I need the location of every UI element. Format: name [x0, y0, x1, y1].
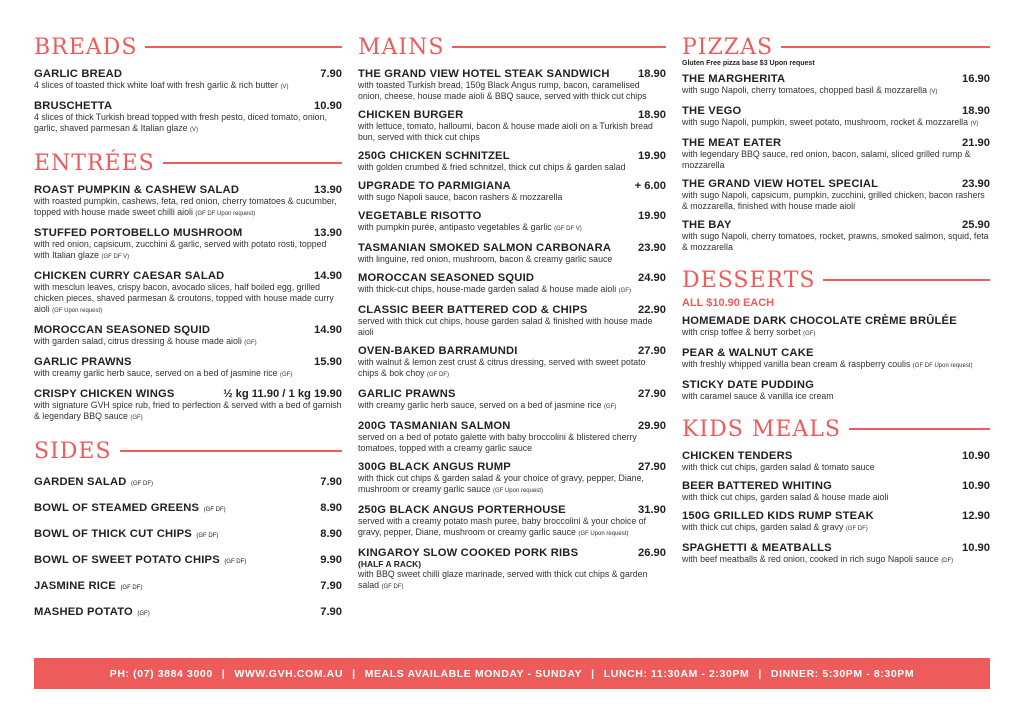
- menu-item-name: TASMANIAN SMOKED SALMON CARBONARA: [358, 242, 612, 254]
- menu-item: [358, 210, 666, 235]
- menu-item-name: UPGRADE TO PARMIGIANA: [358, 180, 511, 192]
- section-header-sides: [34, 438, 342, 464]
- menu-item-name: THE MEAT EATER: [682, 137, 782, 149]
- menu-item-name: THE VEGO: [682, 105, 742, 117]
- dietary-tag: (GF): [803, 331, 816, 337]
- footer-separator: |: [221, 667, 226, 680]
- menu-item-description-text: with freshly whipped vanilla bean cream & raspberry coulis: [682, 359, 911, 369]
- menu-item-header: [682, 480, 990, 492]
- menu-item-name: GARLIC PRAWNS: [358, 388, 456, 400]
- menu-item-price: 23.90: [962, 178, 990, 190]
- kids-list: [682, 450, 990, 567]
- menu-item: [358, 420, 666, 454]
- menu-item-header: [358, 461, 666, 473]
- menu-item-price: 22.90: [638, 304, 666, 316]
- dietary-tag: (DF): [941, 558, 954, 564]
- menu-item-price: 25.90: [962, 219, 990, 231]
- menu-item: [682, 480, 990, 503]
- menu-item-header: [682, 315, 990, 327]
- menu-item-name: CHICKEN BURGER: [358, 109, 464, 121]
- menu-item: [34, 227, 342, 263]
- side-item-label: [34, 602, 150, 620]
- menu-item-description-text: with walnut & lemon zest crust & citrus dressing, served with sweet potato chips & bok choy: [358, 357, 646, 378]
- dietary-tag: (GF DF Upon request): [912, 363, 973, 369]
- side-item-label: [34, 498, 226, 516]
- menu-item-description: [682, 85, 990, 98]
- menu-item: [34, 388, 342, 424]
- pizza-note: Gluten Free pizza base $3 Upon request: [682, 60, 815, 67]
- menu-item: [682, 105, 990, 130]
- pizzas-list: [682, 73, 990, 253]
- menu-item-name: MOROCCAN SEASONED SQUID: [34, 324, 211, 336]
- menu-item-header: [34, 270, 342, 282]
- menu-item: [358, 68, 666, 102]
- menu-item: [358, 345, 666, 381]
- menu-item-header: [682, 379, 990, 391]
- menu-item: [682, 450, 990, 473]
- menu-item-description-text: with lettuce, tomato, halloumi, bacon & house made aioli on a Turkish bread bun, served with thick cut chips: [358, 121, 653, 142]
- menu-item-header: [358, 420, 666, 432]
- menu-item-header: [358, 388, 666, 400]
- menu-item-header: [34, 388, 342, 400]
- menu-item-header: [358, 504, 666, 516]
- menu-item-description-text: served with thick cut chips, house garden salad & finished with house made aioli: [358, 316, 653, 337]
- footer-website: WWW.GVH.COM.AU: [234, 667, 344, 680]
- menu-item-description: [34, 282, 342, 317]
- breads-list: [34, 68, 342, 136]
- menu-item-price: ½ kg 11.90 / 1 kg 19.90: [223, 388, 342, 400]
- desserts-subtitle: ALL $10.90 EACH: [682, 297, 775, 309]
- menu-item-description: [358, 80, 666, 102]
- menu-item: [34, 184, 342, 220]
- section-divider: [120, 450, 342, 452]
- dietary-tag: (V): [190, 127, 198, 133]
- dietary-tag: (GF): [618, 288, 631, 294]
- menu-item-header: [358, 109, 666, 121]
- menu-column-right: [682, 34, 990, 574]
- side-item-label: [34, 472, 153, 490]
- menu-item-price: 21.90: [962, 137, 990, 149]
- dietary-tag: (GF DF): [203, 507, 226, 513]
- side-item-price: 7.90: [320, 476, 342, 488]
- menu-item-header: [682, 510, 990, 522]
- section-title: SIDES: [34, 438, 112, 464]
- menu-item-price: 10.90: [962, 480, 990, 492]
- menu-item: [358, 547, 666, 593]
- side-item-price: 7.90: [320, 606, 342, 618]
- section-title: ENTRÉES: [34, 150, 155, 176]
- menu-item-description: [682, 554, 990, 567]
- menu-item-name: OVEN-BAKED BARRAMUNDI: [358, 345, 518, 357]
- menu-item-price: 29.90: [638, 420, 666, 432]
- menu-item-description: [34, 368, 342, 381]
- menu-item-description: [358, 516, 666, 540]
- sides-list: [34, 472, 342, 620]
- dietary-tag: (GF DF): [381, 584, 404, 590]
- dietary-tag: (GF Upon request): [578, 531, 629, 537]
- menu-item-header: [34, 100, 342, 112]
- menu-item-description-text: with linguine, red onion, mushroom, bacon & creamy garlic sauce: [358, 254, 613, 264]
- menu-item-description-text: served with a creamy potato mash puree, baby broccolini & your choice of gravy, pepper, Diane, mushroom or creamy garlic sauce: [358, 516, 646, 537]
- menu-item: [358, 272, 666, 297]
- dietary-tag: (GF DF): [845, 526, 868, 532]
- menu-column-middle: [358, 34, 666, 600]
- menu-item-description: [682, 327, 990, 340]
- menu-item-description: [682, 462, 990, 473]
- section-title: KIDS MEALS: [682, 416, 841, 442]
- menu-item-description: [358, 357, 666, 381]
- menu-item-price: 10.90: [962, 450, 990, 462]
- menu-item-description-text: 4 slices of thick Turkish bread topped with fresh pesto, diced tomato, onion, garlic, shaved parmesan & Italian glaze: [34, 112, 327, 133]
- menu-item: [358, 304, 666, 338]
- desserts-list: [682, 315, 990, 402]
- footer-lunch-hours: LUNCH: 11:30AM - 2:30PM: [603, 667, 750, 680]
- menu-item-description: [34, 400, 342, 424]
- menu-item-description-text: with BBQ sweet chilli glaze marinade, served with thick cut chips & garden salad: [358, 569, 648, 590]
- dietary-tag: (GF DF V): [554, 226, 582, 232]
- section-divider: [452, 46, 666, 48]
- menu-item-description: [682, 231, 990, 253]
- menu-item-description-text: with thick cut chips, garden salad & gravy: [682, 522, 844, 532]
- menu-item-description: [358, 316, 666, 338]
- side-item-price: 8.90: [320, 528, 342, 540]
- menu-item-price: 24.90: [638, 272, 666, 284]
- menu-item-description: [682, 117, 990, 130]
- menu-item-name: SPAGHETTI & MEATBALLS: [682, 542, 832, 554]
- menu-item-name: ROAST PUMPKIN & CASHEW SALAD: [34, 184, 240, 196]
- menu-item-price: 7.90: [320, 68, 342, 80]
- section-divider: [781, 46, 990, 48]
- menu-item-name: 150G GRILLED KIDS RUMP STEAK: [682, 510, 874, 522]
- menu-item-header: [682, 178, 990, 190]
- menu-item-name: CLASSIC BEER BATTERED COD & CHIPS: [358, 304, 588, 316]
- section-header-kids: [682, 416, 990, 442]
- footer-separator: |: [352, 667, 356, 680]
- menu-item-header: [358, 345, 666, 357]
- menu-item-description-text: with sugo Napoli sauce, bacon rashers & mozzarella: [358, 192, 563, 202]
- side-item-name: BOWL OF SWEET POTATO CHIPS: [34, 554, 220, 566]
- menu-item-price: 13.90: [314, 227, 342, 239]
- menu-item-description-text: with creamy garlic herb sauce, served on a bed of jasmine rice: [34, 368, 278, 378]
- menu-item-name: THE MARGHERITA: [682, 73, 786, 85]
- menu-item-name: BRUSCHETTA: [34, 100, 113, 112]
- menu-item: [34, 324, 342, 349]
- entrees-list: [34, 184, 342, 424]
- section-title: MAINS: [358, 34, 445, 60]
- side-item-name: MASHED POTATO: [34, 606, 133, 618]
- dietary-tag: (GF DF): [120, 585, 143, 591]
- menu-item-description: [358, 121, 666, 143]
- menu-item-price: 19.90: [638, 150, 666, 162]
- section-divider: [163, 162, 342, 164]
- side-item-price: 8.90: [320, 502, 342, 514]
- menu-item-name: GARLIC PRAWNS: [34, 356, 132, 368]
- menu-item-name: CHICKEN TENDERS: [682, 450, 793, 462]
- menu-item-description-text: with pumpkin purée, antipasto vegetables & garlic: [358, 222, 552, 232]
- side-item: [34, 498, 342, 516]
- menu-item-description: [682, 149, 990, 171]
- menu-item-description: [34, 196, 342, 220]
- footer-separator: |: [758, 667, 762, 680]
- menu-item-header: [358, 547, 666, 559]
- menu-item-subtitle: (HALF A RACK): [358, 559, 422, 569]
- menu-item-name: THE GRAND VIEW HOTEL STEAK SANDWICH: [358, 68, 610, 80]
- dietary-tag: (GF Upon request): [52, 308, 103, 314]
- menu-item-price: 14.90: [314, 324, 342, 336]
- menu-item-price: 27.90: [638, 461, 666, 473]
- menu-item-description-text: with toasted Turkish bread, 150g Black Angus rump, bacon, caramelised onion, cheese, house made aioli & BBQ sauce, served with thick cut chips: [358, 80, 647, 101]
- menu-item-price: 26.90: [638, 547, 666, 559]
- menu-item-description-text: with thick cut chips, garden salad & house made aioli: [682, 492, 889, 502]
- menu-item: [682, 379, 990, 402]
- menu-item-description: [34, 80, 342, 93]
- dietary-tag: (GF Upon request): [492, 488, 543, 494]
- dietary-tag: (V): [929, 89, 938, 95]
- menu-item-description-text: with beef meatballs & red onion, cooked in rich sugo Napoli sauce: [682, 554, 939, 564]
- menu-item: [34, 356, 342, 381]
- menu-item-description-text: served on a bed of potato galette with baby broccolini & blistered cherry tomatoes, topped with a creamy garlic sauce: [358, 432, 637, 453]
- side-item-price: 9.90: [320, 554, 342, 566]
- menu-item-price: 27.90: [638, 388, 666, 400]
- footer-meal-days: MEALS AVAILABLE MONDAY - SUNDAY: [364, 667, 583, 680]
- section-header-pizzas: [682, 34, 990, 60]
- menu-item-description: [358, 254, 666, 265]
- side-item: [34, 472, 342, 490]
- side-item-label: [34, 524, 218, 542]
- menu-item-description-text: with red onion, capsicum, zucchini & garlic, served with potato rosti, topped with Italian glaze: [34, 239, 327, 260]
- menu-item: [34, 270, 342, 317]
- section-divider: [145, 46, 342, 48]
- dietary-tag: (GF): [244, 340, 257, 346]
- side-item-name: GARDEN SALAD: [34, 476, 127, 488]
- section-title: PIZZAS: [682, 34, 774, 60]
- dietary-tag: (GF): [130, 415, 143, 421]
- menu-item-price: 31.90: [638, 504, 666, 516]
- section-header-breads: [34, 34, 342, 60]
- dietary-tag: (GF DF V): [101, 254, 130, 260]
- menu-item: [358, 388, 666, 413]
- menu-item-name: GARLIC BREAD: [34, 68, 123, 80]
- menu-item-header: [34, 356, 342, 368]
- menu-item-header: [358, 68, 666, 80]
- menu-item: [682, 137, 990, 171]
- menu-item-name: THE BAY: [682, 219, 732, 231]
- menu-item-name: 200G TASMANIAN SALMON: [358, 420, 511, 432]
- menu-item: [34, 100, 342, 136]
- menu-item-price: 15.90: [314, 356, 342, 368]
- menu-item-name: VEGETABLE RISOTTO: [358, 210, 482, 222]
- section-header-mains: [358, 34, 666, 60]
- side-item: [34, 602, 342, 620]
- menu-item-description: [358, 473, 666, 497]
- dietary-tag: (GF): [603, 404, 617, 410]
- dietary-tag: (GF DF): [130, 481, 153, 487]
- side-item-label: [34, 550, 246, 568]
- menu-item-header: [358, 150, 666, 162]
- menu-item-header: [682, 73, 990, 85]
- menu-item-name: STUFFED PORTOBELLO MUSHROOM: [34, 227, 243, 239]
- footer-phone: PH: (07) 3884 3000: [109, 667, 213, 680]
- menu-item: [682, 178, 990, 212]
- menu-item-header: [682, 347, 990, 359]
- menu-item-price: 27.90: [638, 345, 666, 357]
- menu-item-name: STICKY DATE PUDDING: [682, 379, 815, 391]
- menu-item-name: CRISPY CHICKEN WINGS: [34, 388, 175, 400]
- side-item-name: BOWL OF STEAMED GREENS: [34, 502, 200, 514]
- mains-list: [358, 68, 666, 593]
- side-item: [34, 576, 342, 594]
- menu-item-header: [34, 324, 342, 336]
- menu-item-price: 10.90: [314, 100, 342, 112]
- menu-item-description-text: with golden crumbed & fried schnitzel, thick cut chips & garden salad: [358, 162, 626, 172]
- menu-item-name: 300G BLACK ANGUS RUMP: [358, 461, 511, 473]
- menu-item-description: [358, 192, 666, 203]
- menu-item-description-text: with caramel sauce & vanilla ice cream: [682, 391, 834, 401]
- menu-item-price: 23.90: [638, 242, 666, 254]
- menu-item-description-text: 4 slices of toasted thick white loaf with fresh garlic & rich butter: [34, 80, 278, 90]
- footer-dinner-hours: DINNER: 5:30PM - 8:30PM: [770, 667, 915, 680]
- menu-item-description-text: with sugo Napoli, capsicum, pumpkin, zucchini, grilled chicken, bacon rashers & mozzarella, finished with house made aioli: [682, 190, 985, 211]
- menu-item-description-text: with thick-cut chips, house-made garden salad & house made aioli: [358, 284, 617, 294]
- dietary-tag: (V): [970, 121, 979, 127]
- menu-item-header: [358, 180, 666, 192]
- menu-item-description: [34, 239, 342, 263]
- side-item-price: 7.90: [320, 580, 342, 592]
- menu-item-header: [358, 210, 666, 222]
- menu-item: [34, 68, 342, 93]
- menu-item-description: [682, 391, 990, 402]
- dietary-tag: (GF DF): [196, 533, 219, 539]
- side-item: [34, 550, 342, 568]
- menu-item: [358, 504, 666, 540]
- footer-separator: |: [591, 667, 595, 680]
- menu-item-description-text: with thick cut chips, garden salad & tomato sauce: [682, 462, 875, 472]
- menu-item-description-text: with garden salad, citrus dressing & house made aioli: [34, 336, 242, 346]
- menu-item-description: [358, 162, 666, 173]
- menu-item-description: [682, 359, 990, 372]
- menu-item: [682, 510, 990, 535]
- menu-item-description-text: with roasted pumpkin, cashews, feta, red onion, cherry tomatoes & cucumber, topped with house made sweet chilli aioli: [34, 196, 337, 217]
- section-title: DESSERTS: [682, 267, 816, 293]
- dietary-tag: (GF DF): [224, 559, 247, 565]
- dietary-tag: (V): [280, 84, 289, 90]
- menu-item-price: 18.90: [638, 109, 666, 121]
- menu-item-name: PEAR & WALNUT CAKE: [682, 347, 814, 359]
- side-item-name: JASMINE RICE: [34, 580, 116, 592]
- menu-item-description-text: with thick cut chips & garden salad & your choice of gravy, pepper, Diane, mushroom or creamy garlic sauce: [358, 473, 644, 494]
- menu-item-header: [682, 542, 990, 554]
- menu-item-price: 13.90: [314, 184, 342, 196]
- menu-item-description: [358, 284, 666, 297]
- menu-item-description: [682, 492, 990, 503]
- menu-item-header: [34, 68, 342, 80]
- menu-item-description: [682, 190, 990, 212]
- menu-item-description: [34, 112, 342, 136]
- menu-item-name: HOMEMADE DARK CHOCOLATE CRÈME BRÛLÉE: [682, 315, 957, 327]
- menu-item-price: 16.90: [962, 73, 990, 85]
- menu-item-header: [358, 242, 666, 254]
- menu-item: [682, 219, 990, 253]
- menu-item-description: [358, 400, 666, 413]
- menu-item-name: 250G BLACK ANGUS PORTERHOUSE: [358, 504, 566, 516]
- menu-item-description-text: with sugo Napoli, cherry tomatoes, chopped basil & mozzarella: [682, 85, 927, 95]
- section-header-desserts: [682, 267, 990, 293]
- dietary-tag: (GF): [279, 372, 293, 378]
- section-title: BREADS: [34, 34, 138, 60]
- menu-item-header: [34, 184, 342, 196]
- menu-item-description-text: with sugo Napoli, pumpkin, sweet potato, mushroom, rocket & mozzarella: [682, 117, 969, 127]
- dietary-tag: (GF): [137, 611, 150, 617]
- menu-item: [358, 461, 666, 497]
- menu-item-header: [682, 219, 990, 231]
- menu-item-header: [34, 227, 342, 239]
- menu-item-header: [682, 105, 990, 117]
- menu-item-description: [358, 569, 666, 593]
- menu-item-price: 10.90: [962, 542, 990, 554]
- menu-item: [682, 73, 990, 98]
- menu-item-name: THE GRAND VIEW HOTEL SPECIAL: [682, 178, 879, 190]
- menu-item-description: [682, 522, 990, 535]
- menu-item: [682, 315, 990, 340]
- section-header-entrees: [34, 150, 342, 176]
- menu-item-name: 250G CHICKEN SCHNITZEL: [358, 150, 510, 162]
- menu-item-description-text: with legendary BBQ sauce, red onion, bacon, salami, sliced grilled rump & mozzarella: [682, 149, 971, 170]
- menu-item: [682, 542, 990, 567]
- footer-bar: [34, 658, 990, 689]
- menu-item-description-text: with crisp toffee & berry sorbet: [682, 327, 801, 337]
- side-item: [34, 524, 342, 542]
- menu-item-price: 19.90: [638, 210, 666, 222]
- menu-item: [358, 180, 666, 203]
- menu-item-description-text: with signature GVH spice rub, fried to perfection & served with a bed of garnish & legendary BBQ sauce: [34, 400, 342, 421]
- menu-item: [358, 109, 666, 143]
- menu-item-name: CHICKEN CURRY CAESAR SALAD: [34, 270, 225, 282]
- menu-item-header: [358, 304, 666, 316]
- menu-item-header: [358, 272, 666, 284]
- menu-item-price: 14.90: [314, 270, 342, 282]
- menu-item-description-text: with mesclun leaves, crispy bacon, avocado slices, half boiled egg, grilled chicken pieces, shaved parmesan & croutons, topped with house made curry aioli: [34, 282, 334, 314]
- menu-item-header: [682, 450, 990, 462]
- side-item-name: BOWL OF THICK CUT CHIPS: [34, 528, 192, 540]
- section-divider: [849, 428, 990, 430]
- menu-item-description: [358, 432, 666, 454]
- menu-item-price: + 6.00: [634, 180, 666, 192]
- menu-item-description-text: with creamy garlic herb sauce, served on a bed of jasmine rice: [358, 400, 602, 410]
- menu-item-header: [682, 137, 990, 149]
- menu-item: [358, 150, 666, 173]
- dietary-tag: (GF DF): [426, 372, 449, 378]
- menu-item: [682, 347, 990, 372]
- menu-item-price: 12.90: [962, 510, 990, 522]
- menu-item-name: BEER BATTERED WHITING: [682, 480, 833, 492]
- menu-item-name: MOROCCAN SEASONED SQUID: [358, 272, 535, 284]
- menu-item-price: 18.90: [962, 105, 990, 117]
- menu-item: [358, 242, 666, 265]
- menu-item-price: 18.90: [638, 68, 666, 80]
- menu-item-name: KINGAROY SLOW COOKED PORK RIBS: [358, 547, 579, 559]
- menu-item-description: [34, 336, 342, 349]
- menu-item-description-text: with sugo Napoli, cherry tomatoes, rocket, prawns, smoked salmon, squid, feta & mozzarella: [682, 231, 989, 252]
- menu-column-left: [34, 34, 342, 628]
- section-divider: [823, 279, 990, 281]
- side-item-label: [34, 576, 142, 594]
- dietary-tag: (GF DF Upon request): [195, 211, 256, 217]
- menu-item-description: [358, 222, 666, 235]
